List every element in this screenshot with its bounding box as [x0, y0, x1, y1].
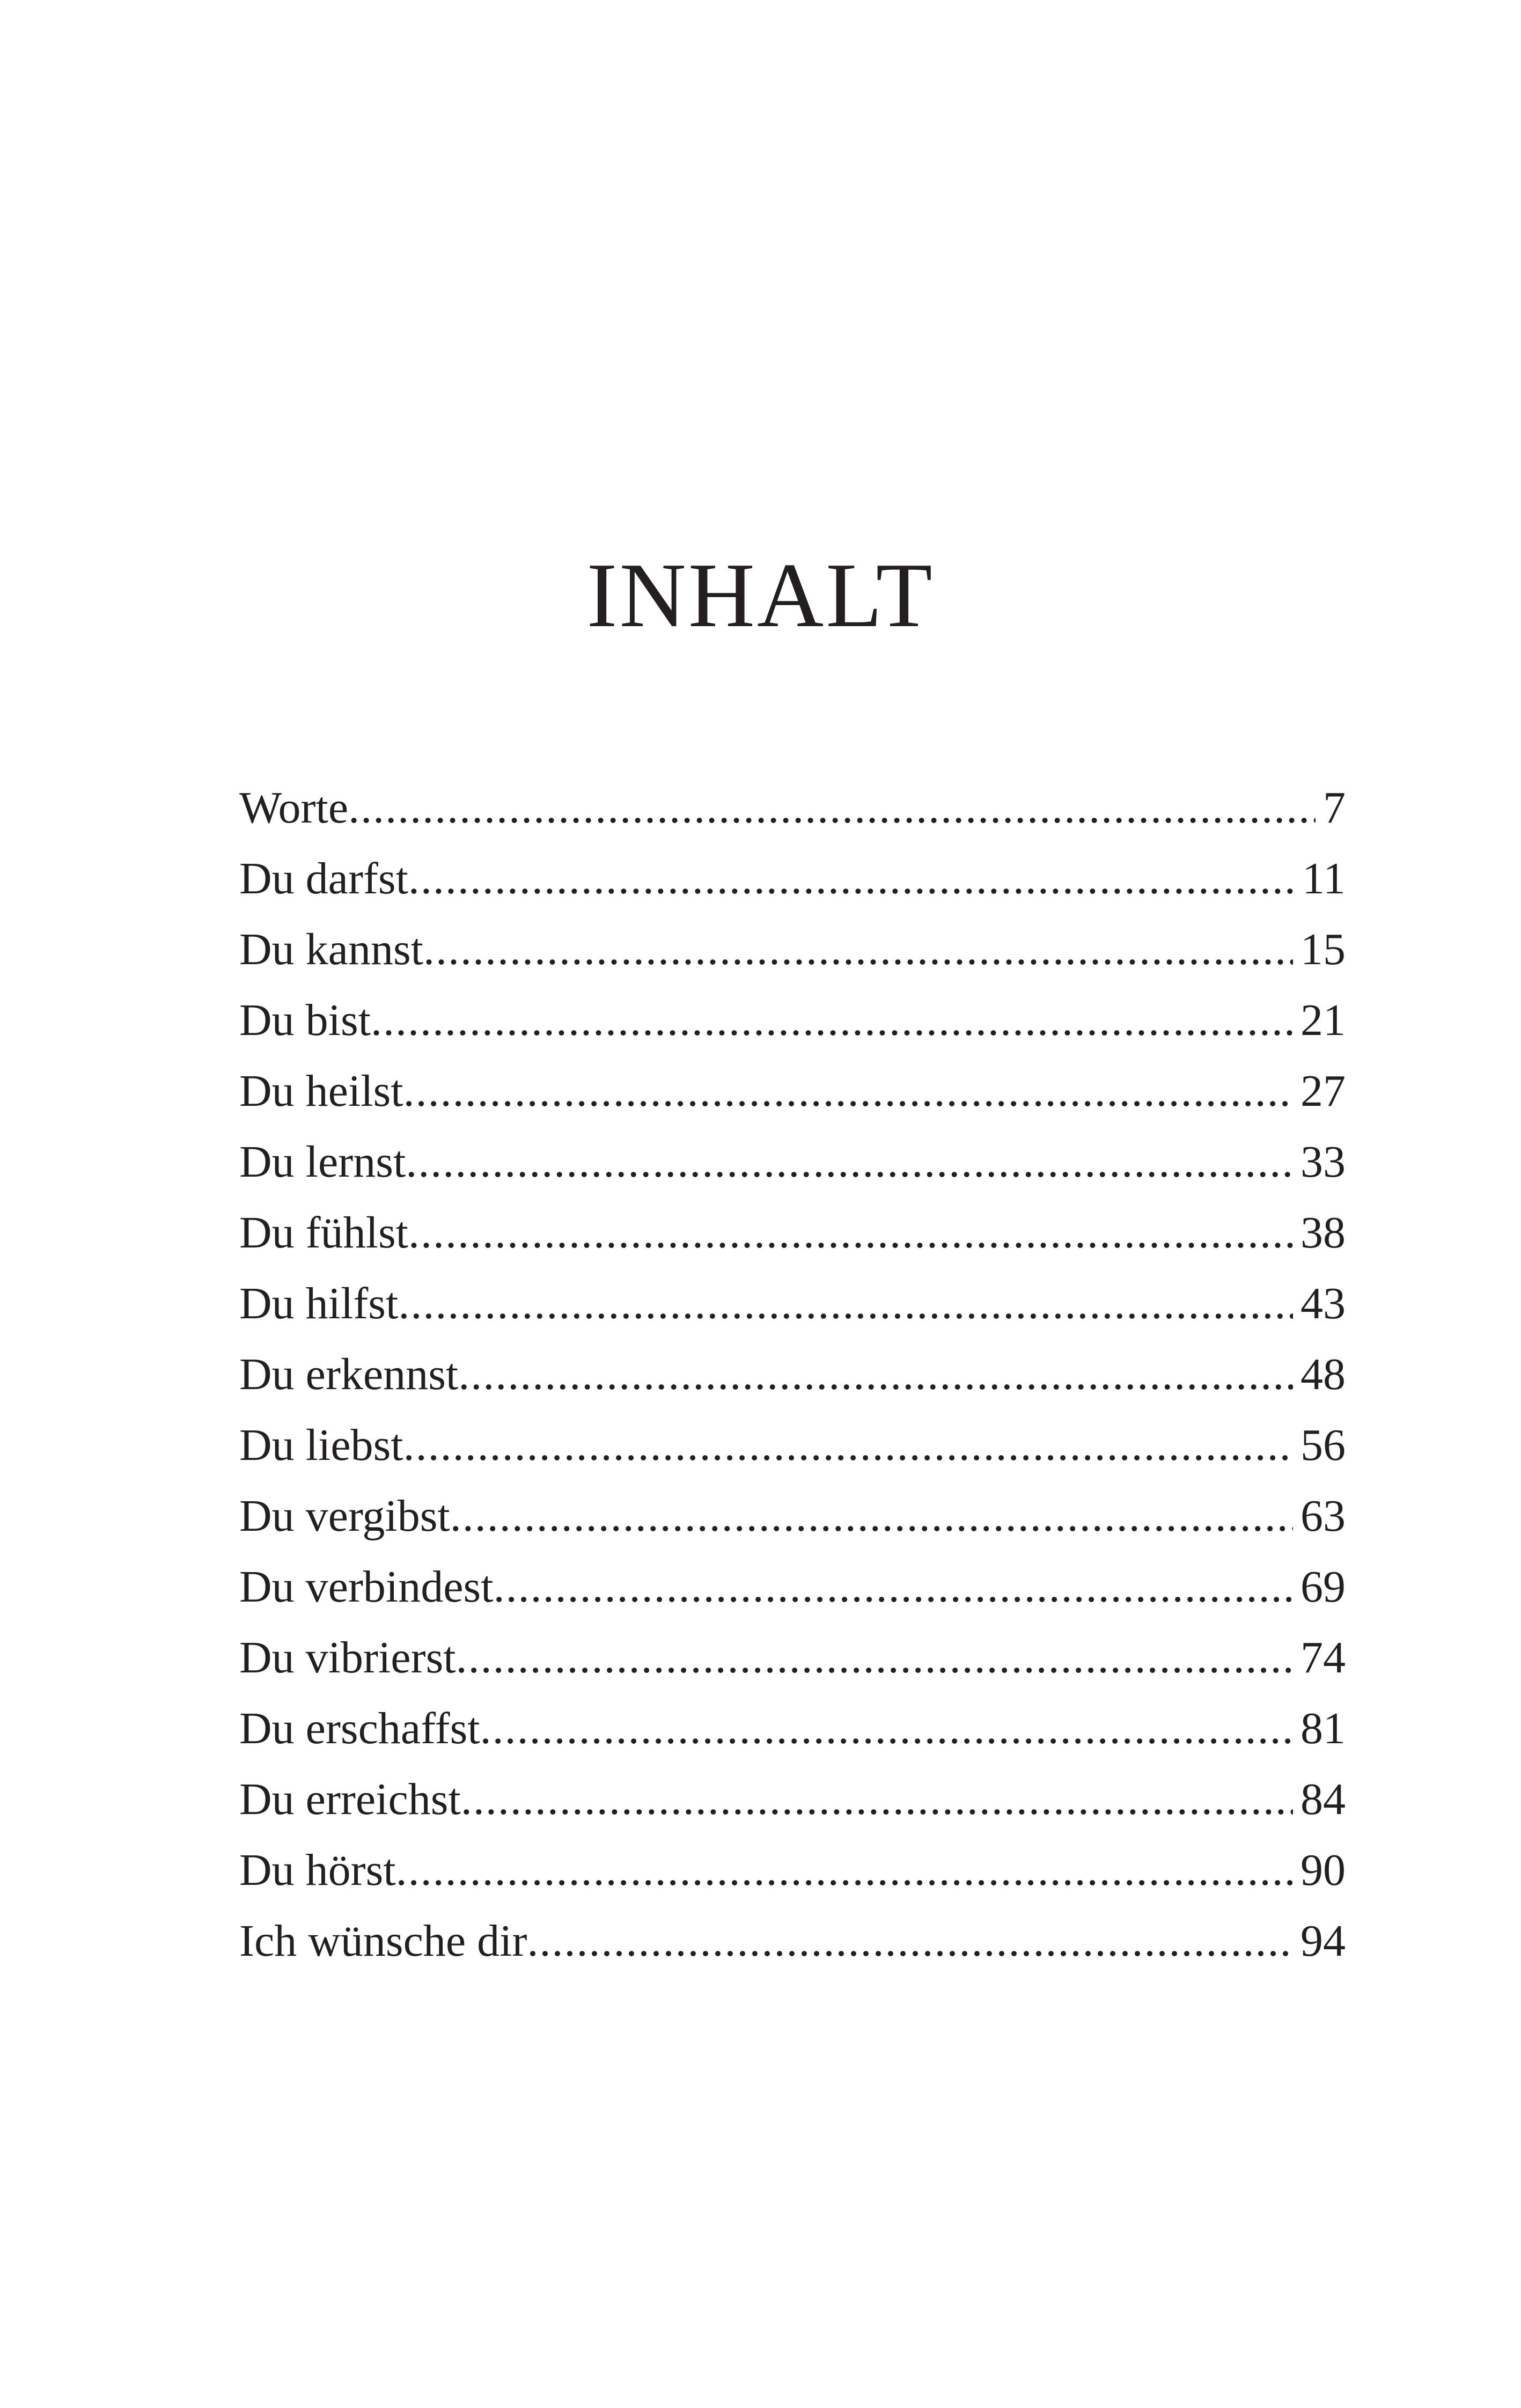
- toc-entry-page: 7: [1323, 783, 1346, 833]
- toc-dot-leader: [406, 1127, 1293, 1198]
- toc-entry-label: Du verbindest: [239, 1562, 494, 1612]
- toc-dot-leader: [396, 1835, 1293, 1906]
- toc-entry-page: 74: [1300, 1633, 1346, 1683]
- toc-entry: [239, 1410, 1346, 1481]
- toc-entry-label: Du erkennst: [239, 1349, 459, 1399]
- toc-dot-leader: [408, 1198, 1293, 1268]
- toc-entry: [239, 1693, 1346, 1764]
- toc-entry-page: 63: [1300, 1491, 1346, 1541]
- toc-entry: [239, 1268, 1346, 1339]
- toc-dot-leader: [458, 1339, 1293, 1410]
- toc-entry-label: Du darfst: [239, 854, 408, 904]
- toc-entry-label: Du hörst: [239, 1845, 396, 1895]
- toc-dot-leader: [494, 1552, 1293, 1623]
- toc-dot-leader: [480, 1693, 1293, 1764]
- toc-entry: [239, 1481, 1346, 1552]
- toc-entry-label: Du vergibst: [239, 1491, 450, 1541]
- toc-entry: [239, 1552, 1346, 1623]
- toc-dot-leader: [348, 773, 1316, 843]
- toc-entry-label: Worte: [239, 783, 349, 833]
- toc-entry-label: Du vibrierst: [239, 1633, 456, 1683]
- toc-entry-label: Du lernst: [239, 1137, 406, 1187]
- toc-entry-label: Du heilst: [239, 1066, 403, 1116]
- toc-entry-label: Ich wünsche dir: [239, 1916, 527, 1966]
- toc-entry-page: 81: [1300, 1704, 1346, 1753]
- toc-dot-leader: [403, 1056, 1293, 1127]
- toc-entry-label: Du liebst: [239, 1420, 403, 1470]
- toc-dot-leader: [450, 1481, 1293, 1552]
- toc-dot-leader: [461, 1764, 1293, 1835]
- toc-entry: [239, 1764, 1346, 1835]
- toc-entry: [239, 1127, 1346, 1198]
- toc-entry: [239, 1906, 1346, 1977]
- toc-entry-page: 27: [1300, 1066, 1346, 1116]
- toc-entry: [239, 1835, 1346, 1906]
- toc-dot-leader: [456, 1623, 1293, 1693]
- toc-entry-label: Du kannst: [239, 924, 423, 974]
- toc-entry-page: 69: [1300, 1562, 1346, 1612]
- toc-entry-label: Du bist: [239, 995, 371, 1045]
- toc-dot-leader: [408, 843, 1295, 914]
- toc-entry: [239, 843, 1346, 914]
- toc-entry: [239, 1339, 1346, 1410]
- toc-entry-page: 56: [1300, 1420, 1346, 1470]
- toc-dot-leader: [398, 1268, 1293, 1339]
- toc-entry-page: 33: [1300, 1137, 1346, 1187]
- toc-entry-label: Du hilfst: [239, 1279, 399, 1328]
- toc-entry-page: 90: [1300, 1845, 1346, 1895]
- toc-entry: [239, 1623, 1346, 1693]
- toc-entry-label: Du fühlst: [239, 1208, 408, 1258]
- toc-entry: [239, 773, 1346, 843]
- toc-entry-page: 43: [1300, 1279, 1346, 1328]
- toc-dot-leader: [371, 985, 1293, 1056]
- toc-entry: [239, 1056, 1346, 1127]
- toc-dot-leader: [403, 1410, 1293, 1481]
- page-title: INHALT: [586, 545, 935, 647]
- toc-entry-page: 84: [1300, 1774, 1346, 1824]
- table-of-contents: [239, 773, 1346, 1977]
- toc-dot-leader: [423, 914, 1293, 985]
- toc-entry-page: 94: [1300, 1916, 1346, 1966]
- toc-entry-label: Du erschaffst: [239, 1704, 480, 1753]
- toc-entry-page: 11: [1302, 854, 1346, 904]
- toc-dot-leader: [527, 1906, 1293, 1977]
- toc-entry: [239, 985, 1346, 1056]
- toc-entry-page: 38: [1300, 1208, 1346, 1258]
- toc-entry-label: Du erreichst: [239, 1774, 461, 1824]
- toc-entry-page: 21: [1300, 995, 1346, 1045]
- toc-entry: [239, 1198, 1346, 1268]
- toc-entry: [239, 914, 1346, 985]
- toc-entry-page: 48: [1300, 1349, 1346, 1399]
- toc-entry-page: 15: [1300, 924, 1346, 974]
